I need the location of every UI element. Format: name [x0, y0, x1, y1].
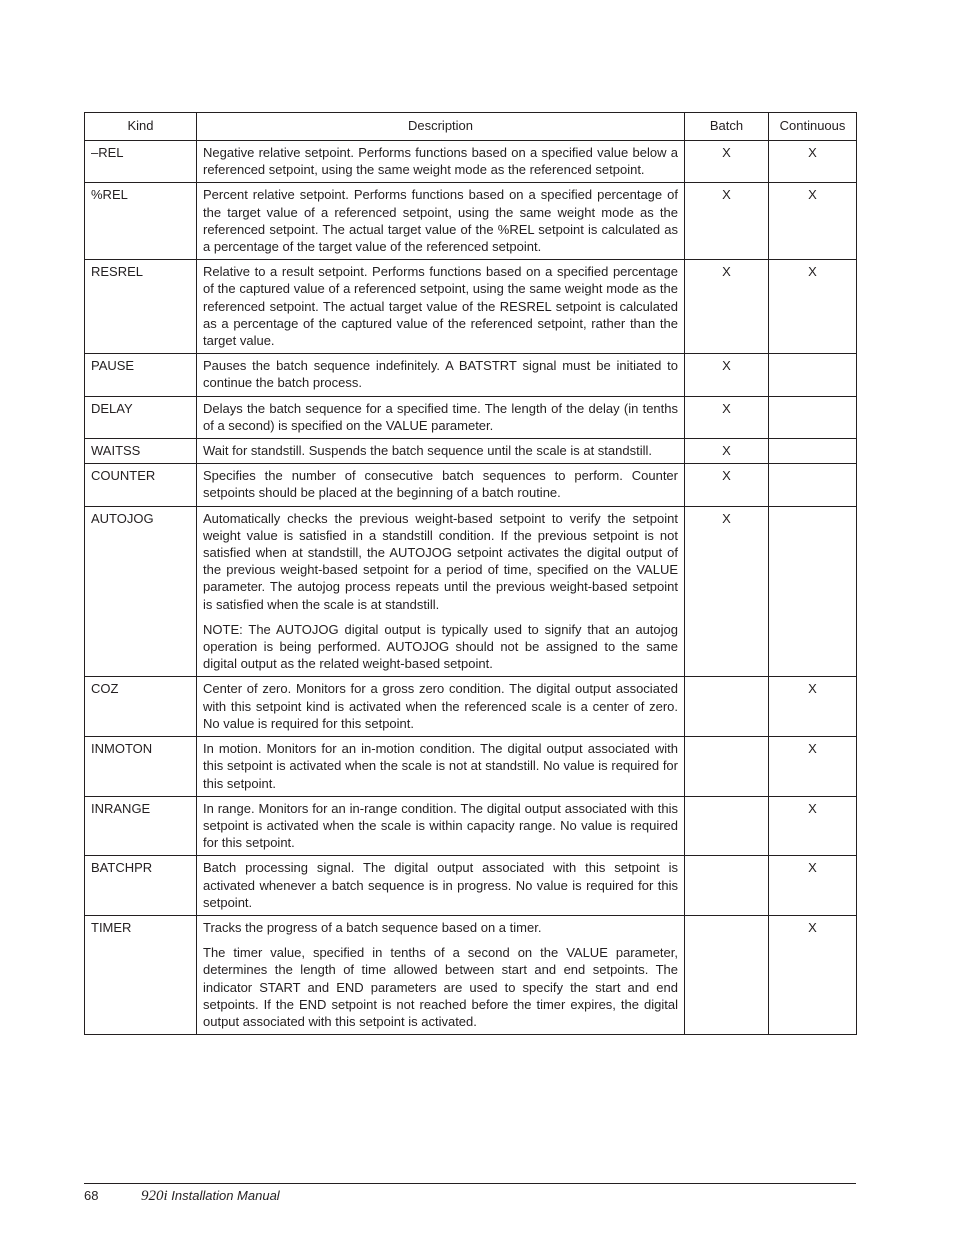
- description-paragraph: NOTE: The AUTOJOG digital output is typically used to signify that an autojog operation is being performed. AUTOJOG should not be assigned to the same digital output as the related weight-based setpoint.: [203, 621, 678, 672]
- table-row: [85, 677, 857, 737]
- cell-batch: [685, 856, 769, 916]
- header-batch: Batch: [685, 113, 769, 141]
- cell-kind: INMOTON: [85, 737, 197, 797]
- cell-kind: %REL: [85, 183, 197, 260]
- cell-description: [197, 506, 685, 677]
- cell-batch: X: [685, 506, 769, 677]
- cell-description: [197, 396, 685, 438]
- cell-description: [197, 856, 685, 916]
- cell-batch: [685, 915, 769, 1034]
- cell-kind: –REL: [85, 141, 197, 183]
- description-paragraph: Center of zero. Monitors for a gross zero condition. The digital output associated with this setpoint kind is activated when the referenced scale is a center of zero. No value is required for this setpoint.: [203, 681, 678, 731]
- description-paragraph: Wait for standstill. Suspends the batch sequence until the scale is at standstill.: [203, 443, 652, 459]
- table-row: [85, 856, 857, 916]
- cell-continuous: [769, 396, 857, 438]
- table-row: [85, 141, 857, 183]
- description-paragraph: Pauses the batch sequence indefinitely. A BATSTRT signal must be initiated to continue the batch process.: [203, 358, 678, 391]
- description-paragraph: Relative to a result setpoint. Performs functions based on a specified percentage of the captured value of a referenced setpoint, using the same weight mode as the referenced setpoint. The actual target value of the RESREL setpoint is calculated as a percentage of the captured value of the referenced setpoint, rather than the target value.: [203, 264, 678, 349]
- cell-description: [197, 439, 685, 464]
- table-row: [85, 354, 857, 396]
- cell-description: [197, 915, 685, 1034]
- table-row: [85, 396, 857, 438]
- cell-batch: X: [685, 183, 769, 260]
- cell-kind: WAITSS: [85, 439, 197, 464]
- cell-continuous: X: [769, 915, 857, 1034]
- cell-continuous: X: [769, 856, 857, 916]
- table-row: [85, 260, 857, 354]
- table-row: [85, 737, 857, 797]
- cell-kind: AUTOJOG: [85, 506, 197, 677]
- page-number: 68: [84, 1188, 99, 1203]
- cell-kind: BATCHPR: [85, 856, 197, 916]
- cell-kind: PAUSE: [85, 354, 197, 396]
- cell-batch: [685, 796, 769, 856]
- table-header-row: [85, 113, 857, 141]
- description-paragraph: Tracks the progress of a batch sequence based on a timer.: [203, 919, 542, 935]
- cell-batch: X: [685, 439, 769, 464]
- cell-continuous: X: [769, 737, 857, 797]
- cell-continuous: [769, 506, 857, 677]
- description-paragraph: Percent relative setpoint. Performs functions based on a specified percentage of the target value of a referenced setpoint, using the same weight mode as the referenced setpoint. The actual target value of the %REL setpoint is calculated as a percentage of the target value of the referenced setpoint.: [203, 187, 678, 255]
- cell-description: [197, 354, 685, 396]
- cell-description: [197, 677, 685, 737]
- header-kind: Kind: [85, 113, 197, 141]
- cell-description: [197, 737, 685, 797]
- description-paragraph: Batch processing signal. The digital output associated with this setpoint is activated whenever a batch sequence is in progress. No value is required for this setpoint.: [203, 860, 678, 910]
- cell-description: [197, 260, 685, 354]
- cell-description: [197, 141, 685, 183]
- table-row: [85, 439, 857, 464]
- footer-rule: [84, 1183, 856, 1184]
- table-row: [85, 915, 857, 1034]
- setpoint-kinds-table: [84, 112, 857, 1035]
- cell-kind: RESREL: [85, 260, 197, 354]
- cell-continuous: [769, 354, 857, 396]
- page-footer: [84, 1187, 280, 1205]
- description-paragraph: Specifies the number of consecutive batch sequences to perform. Counter setpoints should be placed at the beginning of a batch routine.: [203, 468, 678, 501]
- manual-title: Installation Manual: [171, 1188, 280, 1203]
- description-paragraph: Delays the batch sequence for a specified time. The length of the delay (in tenths of a second) is specified on the VALUE parameter.: [203, 400, 678, 433]
- cell-continuous: X: [769, 677, 857, 737]
- header-continuous: Continuous: [769, 113, 857, 141]
- table-row: [85, 183, 857, 260]
- header-description: Description: [197, 113, 685, 141]
- cell-description: [197, 464, 685, 506]
- table-body: [85, 141, 857, 1035]
- cell-continuous: X: [769, 796, 857, 856]
- table-row: [85, 506, 857, 677]
- manual-model: 920i: [141, 1188, 168, 1204]
- cell-batch: X: [685, 354, 769, 396]
- cell-continuous: [769, 439, 857, 464]
- cell-batch: X: [685, 141, 769, 183]
- table-row: [85, 464, 857, 506]
- cell-description: [197, 183, 685, 260]
- cell-batch: X: [685, 260, 769, 354]
- cell-continuous: X: [769, 141, 857, 183]
- cell-kind: INRANGE: [85, 796, 197, 856]
- cell-batch: X: [685, 396, 769, 438]
- cell-kind: COZ: [85, 677, 197, 737]
- description-paragraph: Negative relative setpoint. Performs functions based on a specified value below a referenced setpoint, using the same weight mode as the referenced setpoint.: [203, 145, 678, 178]
- description-paragraph: The timer value, specified in tenths of a second on the VALUE parameter, determines the length of time allowed between start and end setpoints. The indicator START and END parameters are used to specify the start and end setpoints. If the END setpoint is not reached before the timer expires, the digital output associated with this setpoint is activated.: [203, 945, 678, 1029]
- cell-kind: COUNTER: [85, 464, 197, 506]
- cell-kind: DELAY: [85, 396, 197, 438]
- cell-batch: [685, 737, 769, 797]
- cell-continuous: X: [769, 183, 857, 260]
- description-paragraph: Automatically checks the previous weight-based setpoint to verify the setpoint weight value is satisfied in a standstill condition. If the previous setpoint is not satisfied when at standstill, the AUTOJOG setpoint activates the digital output of the previous weight-based setpoint for a period of time, specified on the VALUE parameter. The autojog process repeats until the previous weight-based setpoint is satisfied when the scale is at standstill.: [203, 510, 678, 612]
- cell-description: [197, 796, 685, 856]
- cell-batch: X: [685, 464, 769, 506]
- cell-continuous: [769, 464, 857, 506]
- cell-batch: [685, 677, 769, 737]
- description-paragraph: In motion. Monitors for an in-motion condition. The digital output associated with this setpoint is activated when the scale is not at standstill. No value is required for this setpoint.: [203, 741, 678, 791]
- table-row: [85, 796, 857, 856]
- description-paragraph: In range. Monitors for an in-range condition. The digital output associated with this setpoint is activated when the scale is within capacity range. No value is required for this setpoint.: [203, 800, 678, 851]
- cell-kind: TIMER: [85, 915, 197, 1034]
- cell-continuous: X: [769, 260, 857, 354]
